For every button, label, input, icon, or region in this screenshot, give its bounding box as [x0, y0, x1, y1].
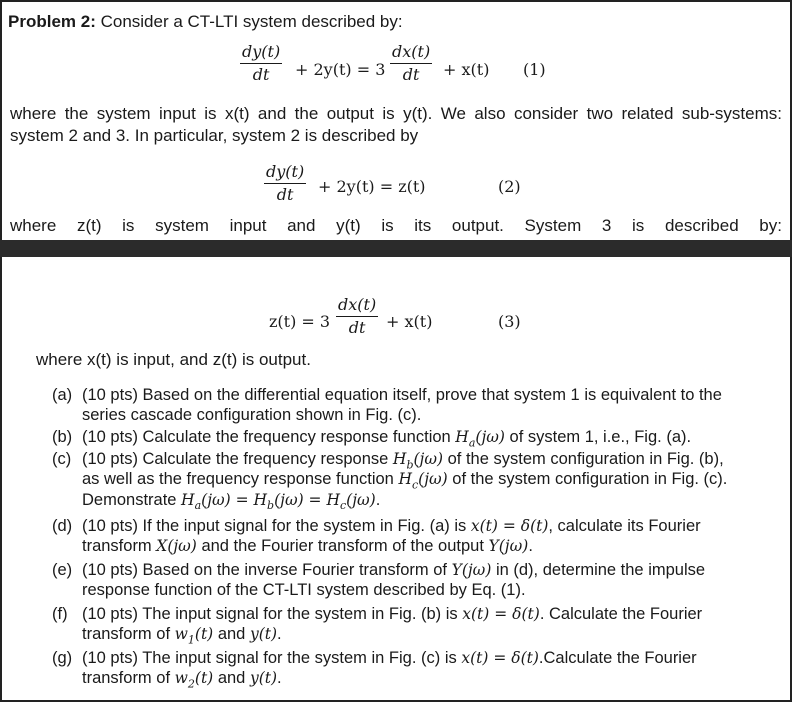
question-c-l2-math-b: (jω) [418, 470, 448, 488]
question-c-l1-math-b: (jω) [413, 450, 444, 468]
eq2-frac-num: dy(t) [264, 162, 306, 184]
question-g-l1-pre: (10 pts) The input signal for the system in Fig. (c) is [82, 649, 462, 667]
question-f-l2-sub: 1 [187, 633, 195, 647]
eq3-fraction-dx [336, 295, 378, 337]
eq2-fraction-dy [264, 162, 306, 204]
question-a-line2: series cascade configuration shown in Fig. (c). [82, 406, 422, 424]
question-c-l3-pre: Demonstrate [82, 491, 182, 509]
question-e-l1-pre: (10 pts) Based on the inverse Fourier transform of [82, 561, 452, 579]
eq1-frac1-num: dy(t) [240, 42, 282, 64]
question-b-label: (b) [52, 428, 73, 446]
question-g-l2-math1: w [174, 669, 188, 687]
question-g-line2 [82, 668, 282, 694]
question-d-line2 [82, 536, 533, 556]
question-f-l1-pre: (10 pts) The input signal for the system in Fig. (b) is [82, 605, 463, 623]
question-b-math: H [455, 428, 469, 446]
question-f-label: (f) [52, 605, 68, 623]
question-f-l2-math1b: (t) [194, 625, 214, 643]
question-e-l1-post: in (d), determine the impulse [491, 561, 706, 579]
question-a-line1: (10 pts) Based on the differential equation itself, prove that system 1 is equivalent to the [82, 386, 722, 404]
question-d-l2-pre: transform [82, 537, 157, 555]
question-c-l2-post: of the system configuration in Fig. (c). [447, 470, 728, 488]
question-f-l2-math2: y(t) [249, 625, 278, 643]
question-g-l1-math: x(t) = δ(t) [461, 649, 539, 667]
question-d-l1-post: , calculate its Fourier [548, 517, 701, 535]
question-c-l1-pre: (10 pts) Calculate the frequency response [82, 450, 393, 468]
question-a-label: (a) [52, 386, 73, 404]
eq2-frac-den: dt [276, 185, 294, 204]
question-f-l2-math1: w [174, 625, 188, 643]
question-f-l2-pre: transform of [82, 625, 175, 643]
eq3-frac-den: dt [348, 318, 366, 337]
eq1-frac2-den: dt [402, 65, 420, 84]
para1-line2: system 2 and 3. In particular, system 2 is described by [10, 126, 419, 145]
eq3-frac-num: dx(t) [336, 295, 378, 317]
question-e-l1-math: Y(jω) [451, 561, 492, 579]
eq1-end: + x(t) [443, 60, 490, 79]
question-g-l2-math2: y(t) [249, 669, 278, 687]
question-d-label: (d) [52, 517, 73, 535]
question-c-l1-post: of the system configuration in Fig. (b), [443, 450, 724, 468]
question-c-l3-math: $H_a(j\omega) = H_b(j\omega) = H_c(j\omega)$ [181, 491, 376, 513]
question-d-l1-pre: (10 pts) If the input signal for the system in Fig. (a) is [82, 517, 471, 535]
panel-divider [0, 240, 792, 257]
question-c-l1-sub: b [406, 458, 414, 472]
eq2-number: (2) [498, 177, 521, 196]
eq1-frac2-num: dx(t) [390, 42, 432, 64]
problem-header [8, 12, 403, 32]
question-c-line3 [82, 490, 380, 516]
bottom-panel [0, 257, 792, 702]
question-f-l2-post: . [277, 625, 282, 643]
question-b-post: of system 1, i.e., Fig. (a). [504, 428, 692, 446]
para2-line: where z(t) is system input and y(t) is its output. System 3 is described by: [10, 216, 782, 235]
para3-line: where x(t) is input, and z(t) is output. [36, 350, 311, 369]
question-d [52, 516, 701, 536]
eq1-middle: + 2y(t) = 3 [295, 60, 386, 79]
question-d-l2-post: . [528, 537, 533, 555]
question-a [52, 385, 722, 405]
question-g-label: (g) [52, 649, 73, 667]
eq3-lhs: z(t) = 3 [269, 312, 331, 331]
eq1-fraction-dx [390, 42, 432, 84]
question-g-l2-pre: transform of [82, 669, 175, 687]
question-d-l2-mid: and the Fourier transform of the output [196, 537, 489, 555]
question-f-l1-post: . Calculate the Fourier [539, 605, 703, 623]
question-e-label: (e) [52, 561, 73, 579]
question-f-line2 [82, 624, 282, 650]
question-c-l3-post: . [375, 491, 381, 509]
question-g-l2-post: . [277, 669, 282, 687]
question-c-l2-sub: c [411, 478, 419, 492]
question-b-pre: (10 pts) Calculate the frequency response function [82, 428, 456, 446]
eq2-rest: + 2y(t) = z(t) [318, 177, 426, 196]
question-c-l2-pre: as well as the frequency response function [82, 470, 399, 488]
eq3-rest: + x(t) [386, 312, 433, 331]
question-c-label: (c) [52, 450, 72, 468]
question-f-l1-math: x(t) = δ(t) [462, 605, 540, 623]
question-d-l2-math2: Y(jω) [488, 537, 529, 555]
question-f [52, 604, 702, 624]
eq1-number: (1) [523, 60, 546, 79]
question-g-l2-mid: and [213, 669, 250, 687]
question-g-l1-post: .Calculate the Fourier [538, 649, 697, 667]
problem-intro: Consider a CT-LTI system described by: [100, 12, 403, 31]
eq3-number: (3) [498, 312, 521, 331]
question-d-l2-math1: X(jω) [156, 537, 197, 555]
problem-heading: Problem 2: [8, 12, 96, 31]
question-g [52, 648, 697, 668]
question-d-l1-math: x(t) = δ(t) [470, 517, 549, 535]
question-b-math-b: (jω) [475, 428, 505, 446]
question-b-sub: a [468, 436, 476, 450]
question-c-l1-math: H [392, 450, 407, 468]
question-g-l2-sub: 2 [187, 677, 195, 691]
question-c-l2-math: H [398, 470, 412, 488]
para1-line1: where the system input is x(t) and the output is y(t). We also consider two related sub-systems: [10, 104, 782, 123]
question-e-line2: response function of the CT-LTI system described by Eq. (1). [82, 581, 526, 599]
eq1-frac1-den: dt [252, 65, 270, 84]
eq1-fraction-dy [240, 42, 282, 84]
top-panel [0, 0, 792, 240]
question-e [52, 560, 705, 580]
question-f-l2-mid: and [213, 625, 250, 643]
question-g-l2-math1b: (t) [194, 669, 214, 687]
